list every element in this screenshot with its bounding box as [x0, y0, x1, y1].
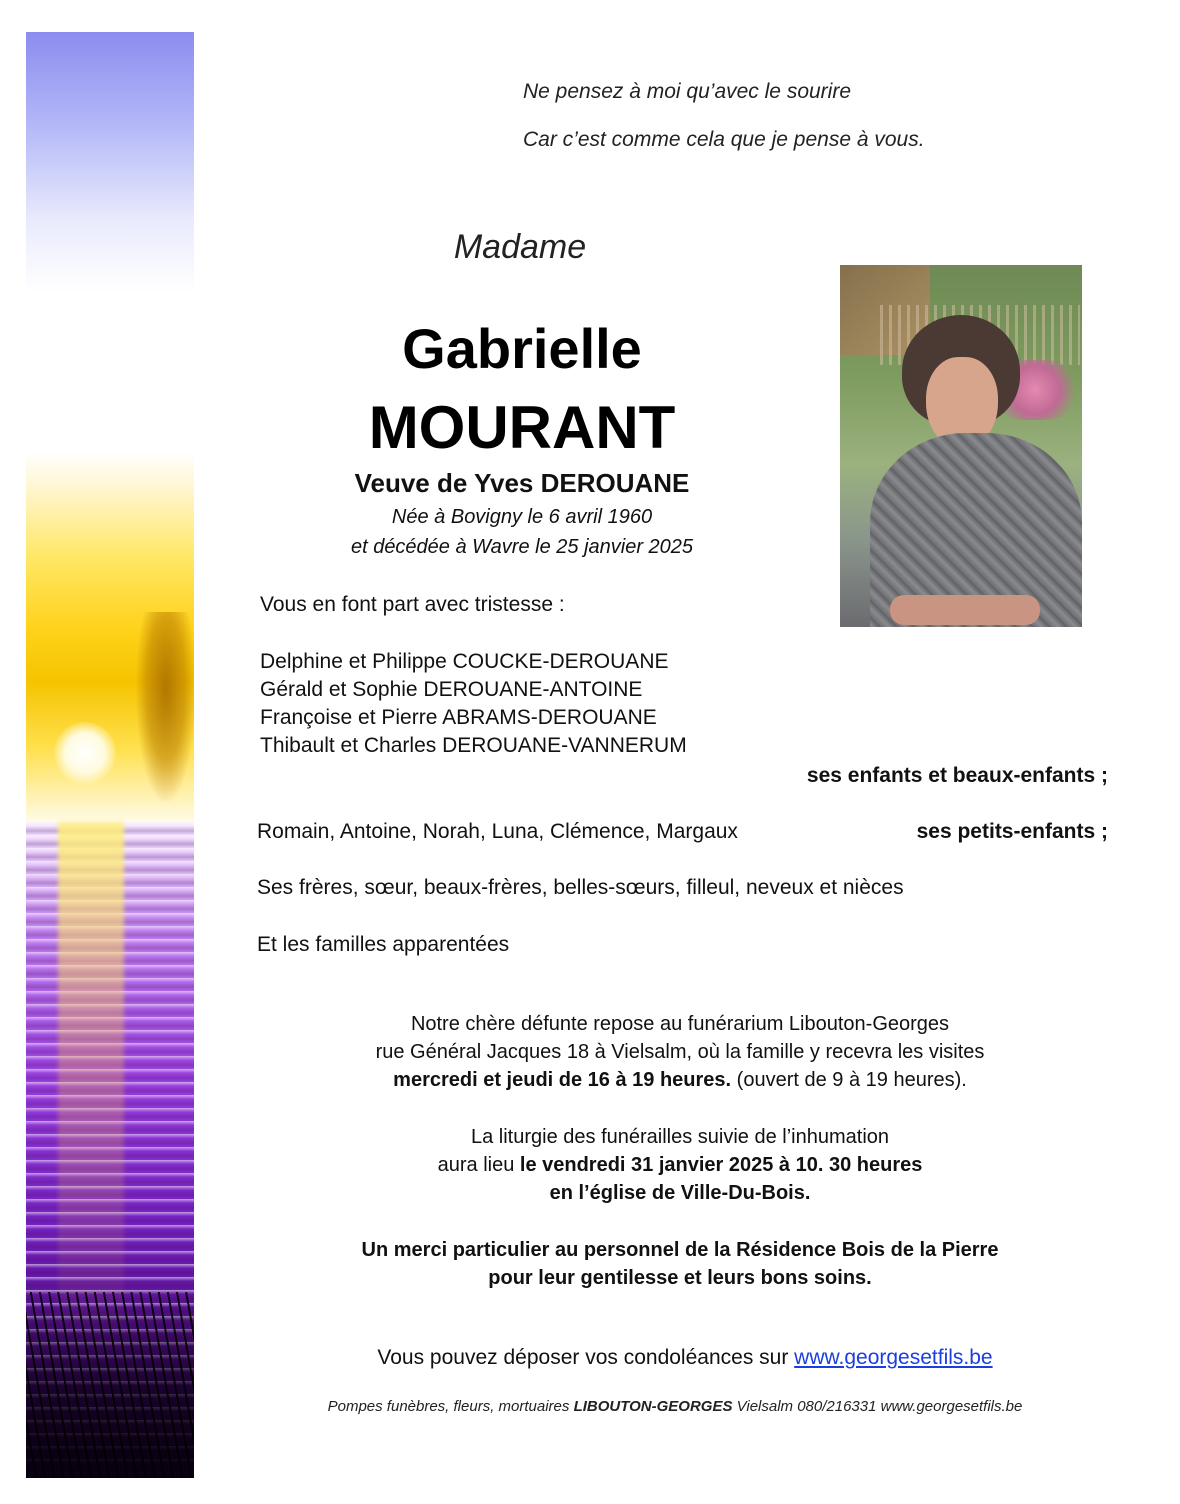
banner-sky — [26, 32, 194, 452]
banner-tree — [136, 612, 194, 802]
banner-sun-reflection — [58, 822, 124, 1342]
visitation-line-2: rue Général Jacques 18 à Vielsalm, où la famille y recevra les visites — [375, 1041, 985, 1063]
banner-reeds — [26, 1292, 194, 1478]
siblings: Ses frères, sœur, beaux-frères, belles-sœurs, filleul, neveux et nièces — [257, 876, 904, 899]
death-info: et décédée à Wavre le 25 janvier 2025 — [350, 536, 694, 558]
footer-credits — [230, 1398, 1120, 1415]
thanks-line-2: pour leur gentilesse et leurs bons soins. — [488, 1267, 872, 1289]
widow-of: Veuve de Yves DEROUANE — [354, 468, 690, 498]
condolences-text: Vous pouvez déposer vos condoléances sur — [377, 1346, 795, 1369]
honorific-title: Madame — [453, 228, 587, 266]
funeral-date: le vendredi 31 janvier 2025 à 10. 30 heures — [519, 1154, 923, 1176]
funeral-line-2 — [250, 1154, 1110, 1177]
grandchildren: Romain, Antoine, Norah, Luna, Clémence, Margaux — [257, 820, 738, 843]
family-intro: Vous en font part avec tristesse : — [260, 593, 565, 616]
footer-company: LIBOUTON-GEORGES — [573, 1398, 733, 1415]
footer-suffix: Vielsalm 080/216331 www.georgesetfils.be — [732, 1398, 1023, 1415]
epitaph-line-1: Ne pensez à moi qu’avec le sourire — [523, 80, 852, 103]
portrait-photo — [840, 265, 1082, 627]
funeral-prefix: aura lieu — [437, 1154, 520, 1176]
visitation-hours: mercredi et jeudi de 16 à 19 heures. — [393, 1069, 732, 1091]
sunset-lake-banner — [26, 32, 194, 1478]
child-3: Françoise et Pierre ABRAMS-DEROUANE — [260, 706, 657, 729]
epitaph-line-2: Car c’est comme cela que je pense à vous. — [523, 128, 925, 151]
children-label: ses enfants et beaux-enfants ; — [806, 764, 1108, 787]
last-name: MOURANT — [368, 394, 676, 461]
child-1: Delphine et Philippe COUCKE-DEROUANE — [260, 650, 669, 673]
visitation-line-1: Notre chère défunte repose au funérarium Libouton-Georges — [410, 1013, 950, 1035]
first-name: Gabrielle — [402, 317, 642, 380]
condolences-link[interactable]: www.georgesetfils.be — [794, 1346, 993, 1369]
visitation-line-3 — [250, 1069, 1110, 1092]
child-4: Thibault et Charles DEROUANE-VANNERUM — [260, 734, 687, 757]
funeral-line-1: La liturgie des funérailles suivie de l’inhumation — [470, 1126, 890, 1148]
condolences-line — [250, 1346, 1120, 1370]
related-families: Et les familles apparentées — [257, 933, 510, 956]
birth-info: Née à Bovigny le 6 avril 1960 — [391, 506, 653, 528]
funeral-location: en l’église de Ville-Du-Bois. — [549, 1182, 811, 1204]
photo-hands — [890, 595, 1040, 625]
thanks-line-1: Un merci particulier au personnel de la Résidence Bois de la Pierre — [361, 1239, 999, 1261]
banner-sun — [54, 722, 116, 784]
grandchildren-label: ses petits-enfants ; — [916, 820, 1108, 843]
child-2: Gérald et Sophie DEROUANE-ANTOINE — [260, 678, 643, 701]
footer-prefix: Pompes funèbres, fleurs, mortuaires — [327, 1398, 574, 1415]
visitation-open-hours: (ouvert de 9 à 19 heures). — [731, 1069, 967, 1091]
